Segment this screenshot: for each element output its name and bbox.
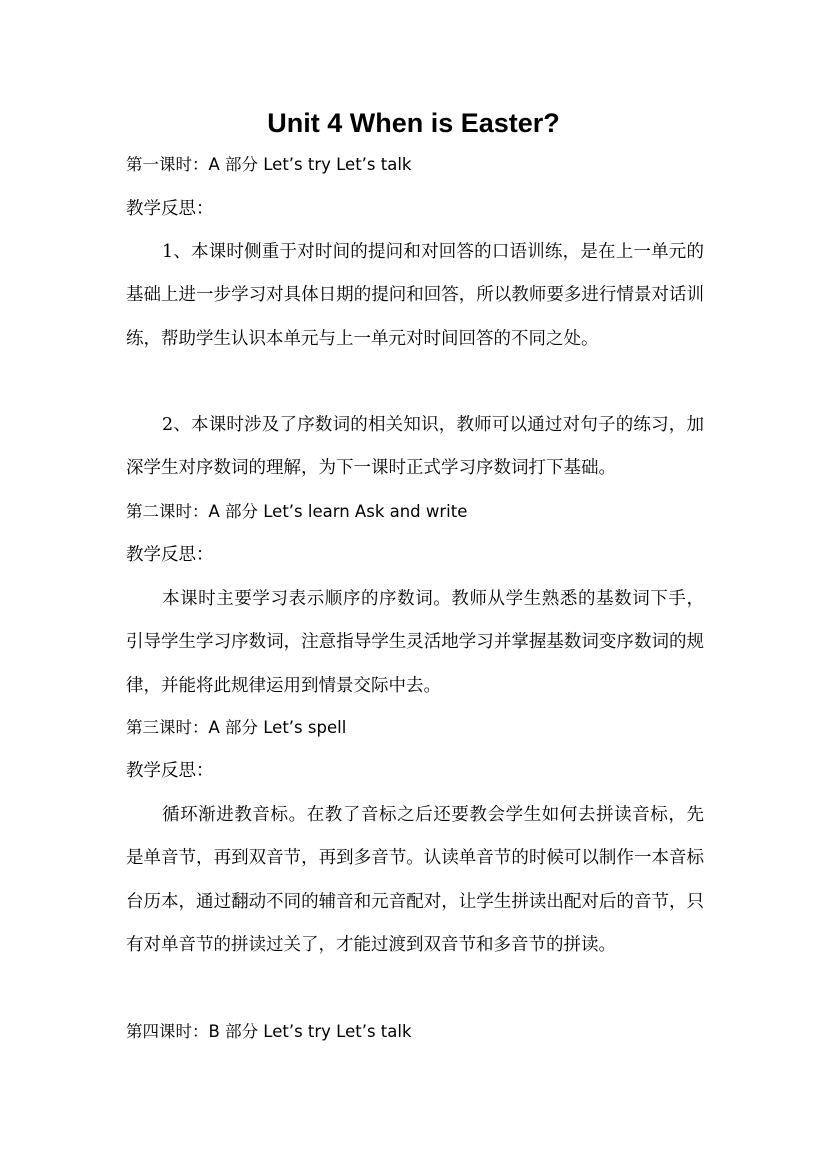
lesson-1-heading: 第一课时：A 部分 Let’s try Let’s talk — [126, 155, 412, 174]
lesson-2-paragraph-1: 本课时主要学习表示顺序的序数词。教师从学生熟悉的基数词下手，引导学生学习序数词，注意指导学生灵活地学习并掌握基数词变序数词的规律，并能将此规律运用到情景交际中去。 — [126, 589, 704, 696]
lesson-3-heading: 第三课时：A 部分 Let’s spell — [126, 718, 347, 737]
lesson-3-paragraph-1: 循环渐进教音标。在教了音标之后还要教会学生如何去拼读音标，先是单音节，再到双音节，再到多音节。认读单音节的时候可以制作一本音标台历本，通过翻动不同的辅音和元音配对，让学生拼读出配对后的音节，只有对单音节的拼读过关了，才能过渡到双音节和多音节的拼读。 — [126, 805, 704, 955]
lesson-2-reflection-label: 教学反思： — [126, 545, 214, 565]
lesson-2-heading: 第二课时：A 部分 Let’s learn Ask and write — [126, 502, 468, 521]
lesson-3-reflection-label: 教学反思： — [126, 761, 214, 781]
lesson-4-heading: 第四课时：B 部分 Let’s try Let’s talk — [126, 1022, 412, 1041]
lesson-1-paragraph-2: 2、本课时涉及了序数词的相关知识，教师可以通过对句子的练习，加深学生对序数词的理解，为下一课时正式学习序数词打下基础。 — [126, 415, 704, 479]
lesson-1-reflection-label: 教学反思： — [126, 199, 214, 219]
lesson-1-paragraph-1: 1、本课时侧重于对时间的提问和对回答的口语训练，是在上一单元的基础上进一步学习对具体日期的提问和回答，所以教师要多进行情景对话训练，帮助学生认识本单元与上一单元对时间回答的不同之处。 — [126, 242, 704, 349]
document-title: Unit 4 When is Easter? — [267, 108, 560, 138]
